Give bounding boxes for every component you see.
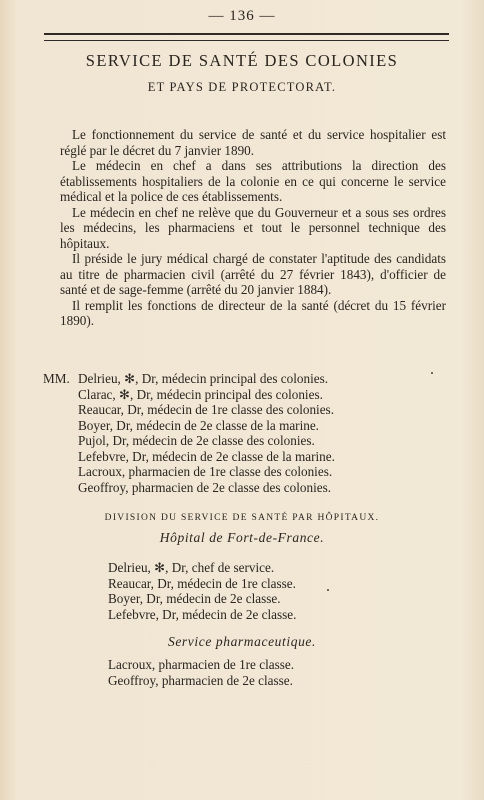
list-item bbox=[43, 433, 453, 449]
staff-member: Pujol, Dr, médecin de 2e classe des colonies. bbox=[78, 433, 315, 448]
list-item bbox=[43, 418, 453, 434]
staff-member: Reaucar, Dr, médecin de 1re classe des colonies. bbox=[78, 402, 334, 417]
page-title: SERVICE DE SANTÉ DES COLONIES bbox=[85, 51, 399, 70]
staff-member: Boyer, Dr, médecin de 2e classe de la marine. bbox=[78, 417, 319, 433]
page-subtitle: ET PAYS DE PROTECTORAT. bbox=[147, 80, 337, 94]
paragraph: Le médecin en chef ne relève que du Gouverneur et a sous ses ordres les médecins, les pharmaciens et tout le personnel technique des hôpitaux. bbox=[60, 204, 446, 251]
list-item bbox=[43, 402, 453, 418]
hospital-title: Hôpital de Fort-de-France. bbox=[159, 530, 325, 545]
paragraph: Il préside le jury médical chargé de constater l'aptitude des candidats au titre de pharmacien civil (arrêté du 27 février 1843), d'officier de santé et de sage-femme (arrêté du 20 janvier 1884). bbox=[60, 251, 446, 297]
staff-member: Delrieu, ✻, Dr, médecin principal des colonies. bbox=[78, 371, 329, 386]
list-item bbox=[43, 449, 453, 465]
list-item: Delrieu, ✻, Dr, chef de service. bbox=[108, 560, 275, 575]
list-item: Lacroux, pharmacien de 1re classe. bbox=[108, 657, 294, 672]
double-rule-divider bbox=[44, 33, 449, 41]
body-text bbox=[60, 127, 446, 329]
staff-member: Lefebvre, Dr, médecin de 2e classe de la marine. bbox=[78, 448, 335, 464]
list-item bbox=[43, 480, 453, 496]
hospital-staff-list bbox=[108, 560, 438, 622]
list-item: Boyer, Dr, médecin de 2e classe. bbox=[108, 591, 281, 606]
paragraph: Le médecin en chef a dans ses attributions la direction des établissements hospitaliers de la colonie en ce qui concerne le service médical et la police de ces établissements. bbox=[60, 158, 446, 204]
list-item bbox=[43, 464, 453, 480]
pharmacy-title: Service pharmaceutique. bbox=[167, 634, 316, 649]
staff-member: Lacroux, pharmacien de 1re classe des colonies. bbox=[78, 464, 333, 479]
staff-list bbox=[43, 371, 453, 495]
list-item bbox=[43, 387, 453, 403]
ink-speck bbox=[327, 589, 329, 591]
division-heading: DIVISION DU SERVICE DE SANTÉ PAR HÔPITAUX. bbox=[104, 513, 380, 523]
pharmacy-staff-list bbox=[108, 657, 438, 688]
staff-member: Clarac, ✻, Dr, médecin principal des colonies. bbox=[78, 386, 323, 402]
list-item: Reaucar, Dr, médecin de 1re classe. bbox=[108, 575, 296, 591]
staff-prefix: MM. bbox=[43, 371, 70, 386]
paragraph: Il remplit les fonctions de directeur de la santé (décret du 15 février 1890). bbox=[60, 297, 446, 328]
page-number: — 136 — bbox=[208, 8, 276, 24]
list-item: Lefebvre, Dr, médecin de 2e classe. bbox=[108, 606, 297, 622]
staff-member: Geoffroy, pharmacien de 2e classe des colonies. bbox=[78, 479, 332, 495]
paragraph: Le fonctionnement du service de santé et du service hospitalier est réglé par le décret du 7 janvier 1890. bbox=[60, 127, 446, 158]
list-item: Geoffroy, pharmacien de 2e classe. bbox=[108, 672, 293, 688]
ink-speck bbox=[431, 372, 433, 374]
list-item bbox=[43, 371, 453, 387]
